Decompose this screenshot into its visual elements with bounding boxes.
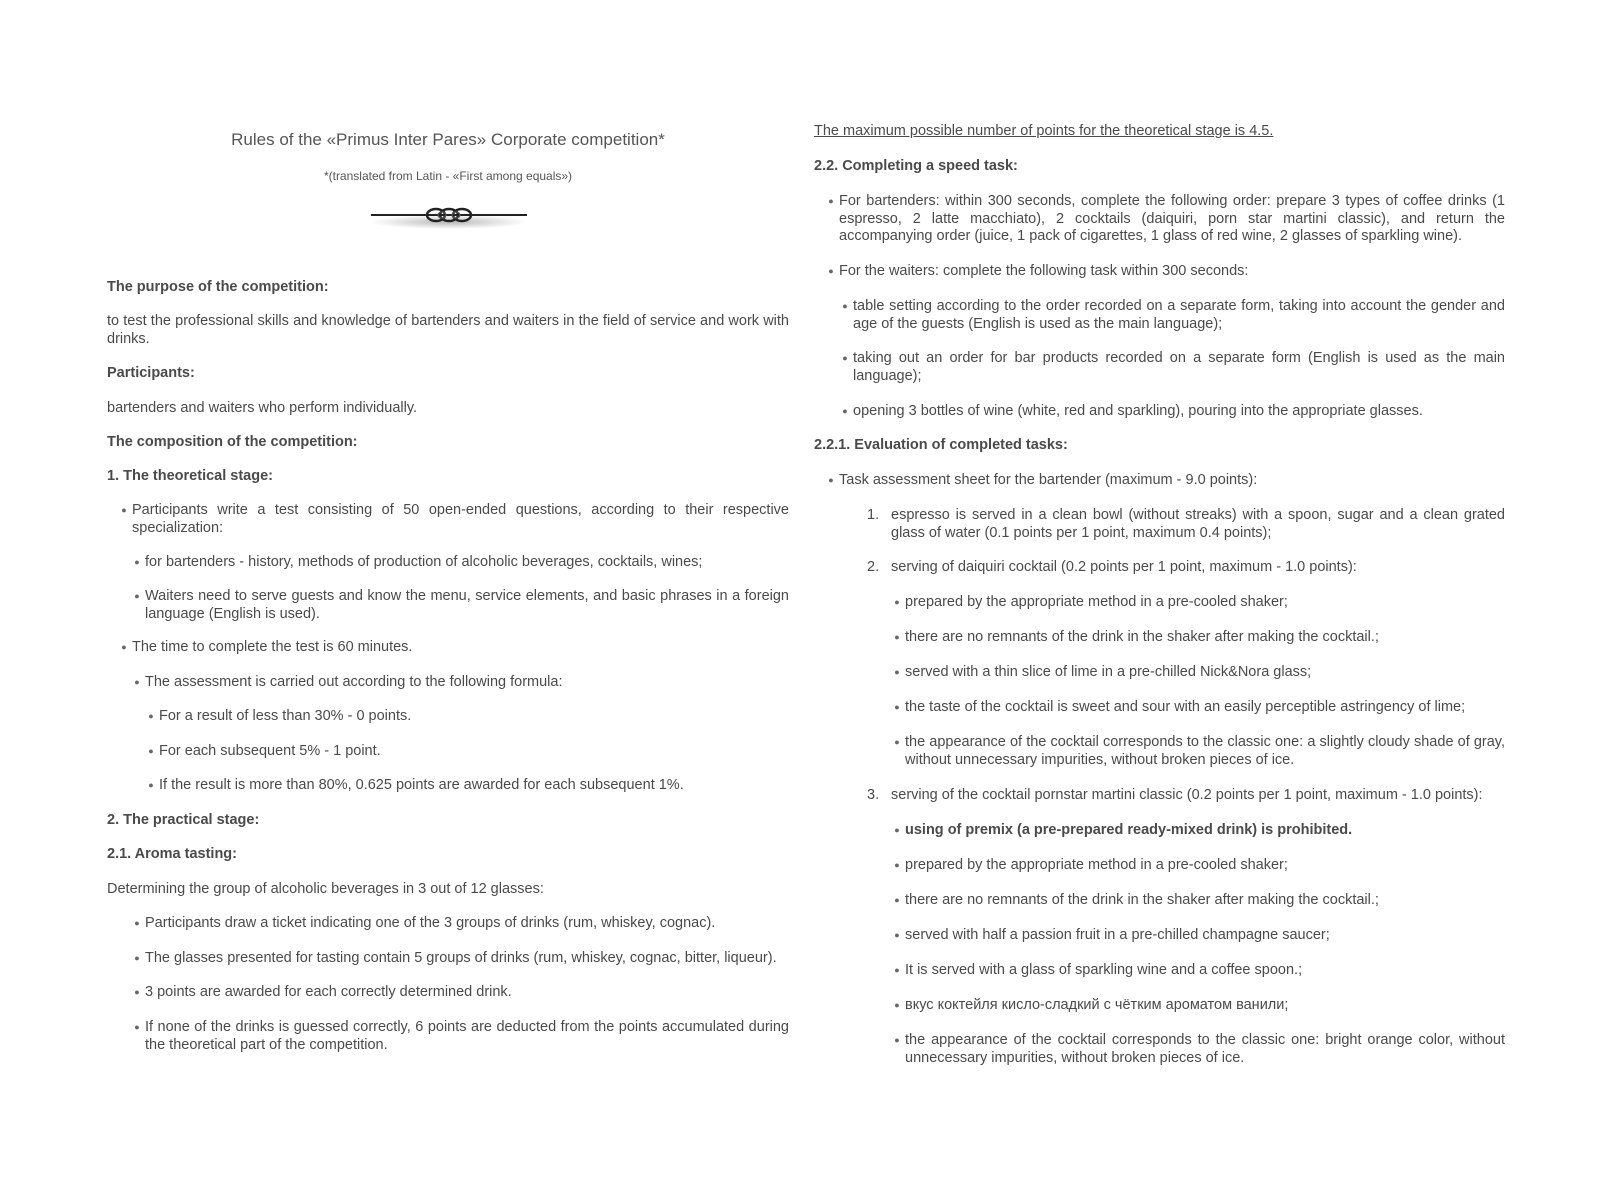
list-item: ● table setting according to the order recorded on a separate form, taking into account the gender and age of the guests (English is used as the main language); xyxy=(853,298,1505,333)
bullet-icon: ● xyxy=(121,505,127,515)
list-item: ● Task assessment sheet for the bartender (maximum - 9.0 points): xyxy=(839,472,1505,490)
bullet-icon: ● xyxy=(842,301,848,311)
list-item: ● prepared by the appropriate method in a pre-cooled shaker; xyxy=(905,857,1505,875)
list-item: ● the appearance of the cocktail corresponds to the classic one: bright orange color, without unnecessary impurities, without broken pieces of ice. xyxy=(905,1032,1505,1067)
bullet-icon: ● xyxy=(828,196,834,206)
numbered-item: 3. serving of the cocktail pornstar martini classic (0.2 points per 1 point, maximum - 1.0 points): xyxy=(867,787,1483,803)
bullet-icon: ● xyxy=(894,632,900,642)
bullet-icon: ● xyxy=(121,642,127,652)
purpose-heading: The purpose of the competition: xyxy=(107,279,329,295)
bullet-icon: ● xyxy=(894,860,900,870)
bullet-icon: ● xyxy=(894,930,900,940)
bullet-icon: ● xyxy=(134,918,140,928)
document-title: Rules of the «Primus Inter Pares» Corporate competition* xyxy=(231,130,665,149)
list-item: ● For bartenders: within 300 seconds, complete the following order: prepare 3 types of coffee drinks (1 espresso, 2 latte macchiato), 2 cocktails (daiquiri, porn star martini classic), and return the accompanying order (juice, 1 pack of cigarettes, 1 glass of red wine, 2 glasses of sparkling wine). xyxy=(839,193,1505,246)
evaluation-heading: 2.2.1. Evaluation of completed tasks: xyxy=(814,437,1068,453)
bullet-icon: ● xyxy=(894,1000,900,1010)
list-item: ● For each subsequent 5% - 1 point. xyxy=(159,743,789,761)
composition-heading: The composition of the competition: xyxy=(107,434,358,450)
list-item: ● For the waiters: complete the following task within 300 seconds: xyxy=(839,263,1505,281)
list-item: ● there are no remnants of the drink in the shaker after making the cocktail.; xyxy=(905,892,1505,910)
bullet-icon: ● xyxy=(828,475,834,485)
bullet-icon: ● xyxy=(842,353,848,363)
list-item: ● Participants draw a ticket indicating one of the 3 groups of drinks (rum, whiskey, cognac). xyxy=(145,915,789,933)
bullet-icon: ● xyxy=(894,597,900,607)
aroma-text: Determining the group of alcoholic beverages in 3 out of 12 glasses: xyxy=(107,881,544,897)
list-item: ● The glasses presented for tasting contain 5 groups of drinks (rum, whiskey, cognac, bitter, liqueur). xyxy=(145,950,789,968)
list-item: ● The time to complete the test is 60 minutes. xyxy=(132,639,789,657)
bullet-icon: ● xyxy=(894,702,900,712)
speed-task-heading: 2.2. Completing a speed task: xyxy=(814,158,1018,174)
list-item: ● Waiters need to serve guests and know the menu, service elements, and basic phrases in a foreign language (English is used). xyxy=(145,588,789,623)
bullet-icon: ● xyxy=(148,780,154,790)
bullet-icon: ● xyxy=(894,737,900,747)
numbered-item: 1. espresso is served in a clean bowl (without streaks) with a spoon, sugar and a clean grated glass of water (0.1 points per 1 point, maximum 0.4 points); xyxy=(867,507,1505,541)
bullet-icon: ● xyxy=(828,266,834,276)
bullet-icon: ● xyxy=(894,825,900,835)
participants-heading: Participants: xyxy=(107,365,195,381)
bullet-icon: ● xyxy=(148,711,154,721)
max-points-note: The maximum possible number of points for the theoretical stage is 4.5. xyxy=(814,123,1274,139)
bullet-icon: ● xyxy=(134,1022,140,1032)
theory-heading: 1. The theoretical stage: xyxy=(107,468,273,484)
list-item: ● вкус коктейля кисло-сладкий с чётким ароматом ванили; xyxy=(905,997,1505,1015)
bullet-icon: ● xyxy=(134,677,140,687)
list-item: ● the taste of the cocktail is sweet and sour with an easily perceptible astringency of lime; xyxy=(905,699,1505,717)
list-item: ● served with half a passion fruit in a pre-chilled champagne saucer; xyxy=(905,927,1505,945)
bullet-icon: ● xyxy=(894,895,900,905)
numbered-item: 2. serving of daiquiri cocktail (0.2 points per 1 point, maximum - 1.0 points): xyxy=(867,559,1357,575)
bullet-icon: ● xyxy=(148,746,154,756)
list-item: ● for bartenders - history, methods of production of alcoholic beverages, cocktails, wines; xyxy=(145,554,789,572)
bullet-icon: ● xyxy=(134,591,140,601)
aroma-heading: 2.1. Aroma tasting: xyxy=(107,846,237,862)
bullet-icon: ● xyxy=(134,987,140,997)
bullet-icon: ● xyxy=(134,953,140,963)
list-item: ● taking out an order for bar products recorded on a separate form (English is used as the main language); xyxy=(853,350,1505,385)
ornament-divider-icon xyxy=(369,200,529,238)
bullet-icon: ● xyxy=(894,1035,900,1045)
list-item: ● If the result is more than 80%, 0.625 points are awarded for each subsequent 1%. xyxy=(159,777,789,795)
practical-heading: 2. The practical stage: xyxy=(107,812,260,828)
list-item: ● the appearance of the cocktail corresponds to the classic one: a slightly cloudy shade of gray, without unnecessary impurities, without broken pieces of ice. xyxy=(905,734,1505,769)
purpose-text: to test the professional skills and knowledge of bartenders and waiters in the field of service and work with drinks. xyxy=(107,313,789,347)
list-item: ● It is served with a glass of sparkling wine and a coffee spoon.; xyxy=(905,962,1505,980)
list-item: ● using of premix (a pre-prepared ready-mixed drink) is prohibited. xyxy=(905,822,1505,840)
list-item: ● For a result of less than 30% - 0 points. xyxy=(159,708,789,726)
list-item: ● The assessment is carried out according to the following formula: xyxy=(145,674,789,692)
list-item: ● 3 points are awarded for each correctly determined drink. xyxy=(145,984,789,1002)
bullet-icon: ● xyxy=(894,667,900,677)
bullet-icon: ● xyxy=(134,557,140,567)
list-item: ● Participants write a test consisting of 50 open-ended questions, according to their respective specialization: xyxy=(132,502,789,537)
participants-text: bartenders and waiters who perform individually. xyxy=(107,400,418,416)
list-item: ● served with a thin slice of lime in a pre-chilled Nick&Nora glass; xyxy=(905,664,1505,682)
bullet-icon: ● xyxy=(842,406,848,416)
list-item: ● prepared by the appropriate method in a pre-cooled shaker; xyxy=(905,594,1505,612)
list-item: ● opening 3 bottles of wine (white, red and sparkling), pouring into the appropriate glasses. xyxy=(853,403,1505,421)
document-subtitle: *(translated from Latin - «First among equals») xyxy=(323,169,573,183)
list-item: ● If none of the drinks is guessed correctly, 6 points are deducted from the points accumulated during the theoretical part of the competition. xyxy=(145,1019,789,1054)
list-item: ● there are no remnants of the drink in the shaker after making the cocktail.; xyxy=(905,629,1505,647)
bullet-icon: ● xyxy=(894,965,900,975)
